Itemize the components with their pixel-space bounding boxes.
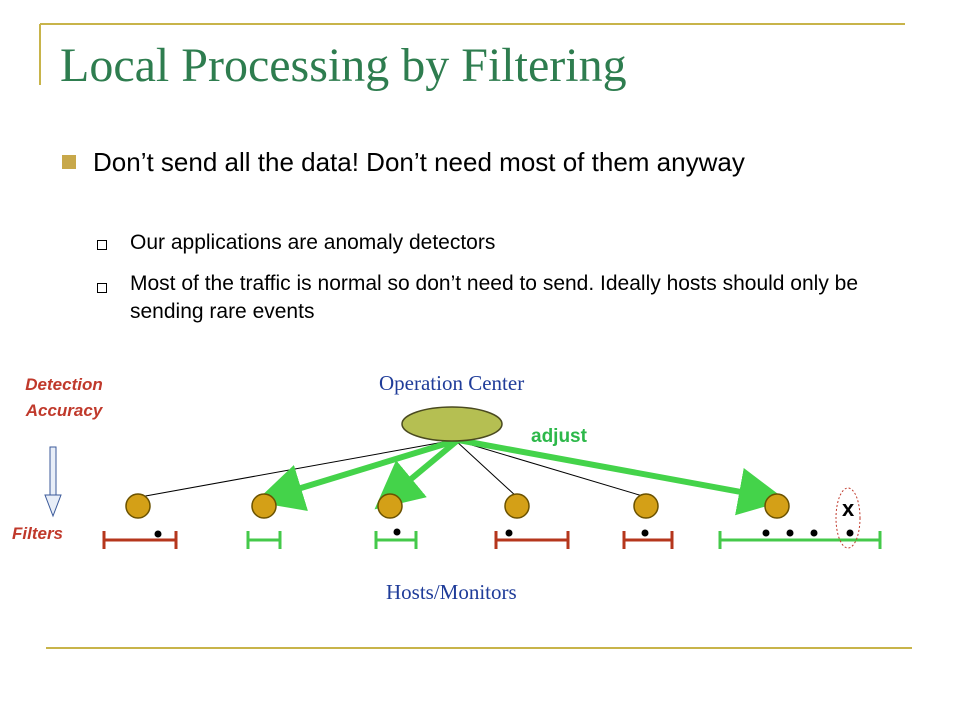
data-point	[847, 530, 854, 537]
main-bullet-text: Don’t send all the data! Don’t need most of them anyway	[93, 147, 745, 177]
adjust-label: adjust	[531, 426, 587, 447]
filter-bar-red	[104, 531, 176, 549]
sub-bullet-2-text: Most of the traffic is normal so don’t need to send. Ideally hosts should only be sending rare events	[130, 272, 859, 323]
data-point	[506, 530, 513, 537]
operation-center-label: Operation Center	[379, 371, 525, 395]
host-node	[378, 494, 402, 518]
operation-center-node	[402, 407, 502, 441]
hosts-monitors-label: Hosts/Monitors	[386, 580, 517, 604]
host-node	[765, 494, 789, 518]
sub-bullet-1-text: Our applications are anomaly detectors	[130, 231, 496, 254]
filter-bar-green	[720, 531, 880, 549]
filter-bar-green	[248, 531, 280, 549]
host-node	[126, 494, 150, 518]
data-point	[155, 531, 162, 538]
slide-title: Local Processing by Filtering	[60, 39, 627, 92]
data-point	[763, 530, 770, 537]
detection-accuracy-label: Detection Accuracy	[25, 375, 103, 420]
data-point	[811, 530, 818, 537]
host-node	[634, 494, 658, 518]
accuracy-down-arrow	[45, 447, 61, 516]
x-mark-label: x	[842, 496, 855, 521]
data-point	[642, 530, 649, 537]
data-point	[394, 529, 401, 536]
host-node	[505, 494, 529, 518]
host-node	[252, 494, 276, 518]
adjust-arrow	[458, 440, 763, 496]
data-point	[787, 530, 794, 537]
filters-label: Filters	[12, 524, 64, 543]
